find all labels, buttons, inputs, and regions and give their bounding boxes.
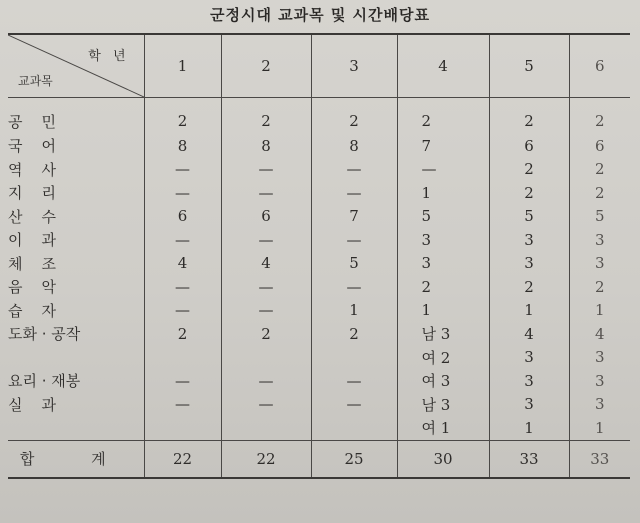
value-cell xyxy=(144,416,221,440)
value-cell xyxy=(221,346,311,370)
value-cell: 6 xyxy=(144,205,221,229)
subject-cell: 음 악 xyxy=(8,278,57,297)
value-cell: 5 xyxy=(397,205,489,229)
value-cell: 2 xyxy=(397,98,489,135)
value-cell: 여 2 xyxy=(397,346,489,370)
table-row xyxy=(8,134,630,158)
value-cell: — xyxy=(221,369,311,393)
value-cell: 4 xyxy=(569,322,630,346)
value-cell: — xyxy=(311,275,397,299)
value-cell: 8 xyxy=(144,134,221,158)
value-cell: 8 xyxy=(221,134,311,158)
total-cell: 33 xyxy=(489,440,569,478)
value-cell: 여 1 xyxy=(397,416,489,440)
timetable xyxy=(8,33,630,479)
subject-cell: 지 리 xyxy=(8,184,57,203)
subject-cell: 공 민 xyxy=(8,112,57,131)
value-cell: 3 xyxy=(569,252,630,276)
value-cell: — xyxy=(221,228,311,252)
grade-header: 5 xyxy=(489,34,569,98)
value-cell: 남 3 xyxy=(397,393,489,417)
value-cell: — xyxy=(311,158,397,182)
value-cell: 3 xyxy=(397,228,489,252)
value-cell: 1 xyxy=(489,299,569,323)
value-cell: 5 xyxy=(311,252,397,276)
value-cell: 2 xyxy=(489,275,569,299)
value-cell xyxy=(144,346,221,370)
table-row xyxy=(8,205,630,229)
value-cell: — xyxy=(144,369,221,393)
subject-cell: 산 수 xyxy=(8,207,57,226)
value-cell xyxy=(311,346,397,370)
subject-cell: 요리 · 재봉 xyxy=(8,372,81,391)
value-cell: — xyxy=(144,393,221,417)
table-row xyxy=(8,416,630,440)
value-cell: 2 xyxy=(221,98,311,135)
table-row xyxy=(8,299,630,323)
value-cell: — xyxy=(311,181,397,205)
value-cell: 1 xyxy=(397,181,489,205)
value-cell: — xyxy=(221,181,311,205)
value-cell: — xyxy=(144,275,221,299)
value-cell: 3 xyxy=(569,393,630,417)
table-row xyxy=(8,322,630,346)
value-cell: 1 xyxy=(569,416,630,440)
value-cell: 2 xyxy=(221,322,311,346)
value-cell: — xyxy=(144,228,221,252)
total-label: 합 계 xyxy=(8,440,144,478)
table-row xyxy=(8,275,630,299)
value-cell: 5 xyxy=(569,205,630,229)
total-row xyxy=(8,440,630,478)
value-cell: 1 xyxy=(311,299,397,323)
value-cell: 3 xyxy=(489,393,569,417)
value-cell: 6 xyxy=(569,134,630,158)
value-cell: 4 xyxy=(489,322,569,346)
value-cell xyxy=(311,416,397,440)
subject-cell: 이 과 xyxy=(8,231,57,250)
grade-header: 2 xyxy=(221,34,311,98)
value-cell: 8 xyxy=(311,134,397,158)
value-cell: — xyxy=(221,299,311,323)
value-cell: — xyxy=(221,158,311,182)
value-cell: 3 xyxy=(569,228,630,252)
table-row xyxy=(8,369,630,393)
value-cell: 6 xyxy=(221,205,311,229)
value-cell: 3 xyxy=(489,346,569,370)
value-cell: 3 xyxy=(569,369,630,393)
value-cell: 2 xyxy=(311,98,397,135)
table-row xyxy=(8,98,630,135)
value-cell: 2 xyxy=(569,181,630,205)
value-cell: 6 xyxy=(489,134,569,158)
table-row xyxy=(8,158,630,182)
value-cell: 2 xyxy=(489,181,569,205)
table-row xyxy=(8,228,630,252)
value-cell: — xyxy=(311,393,397,417)
value-cell: 2 xyxy=(569,275,630,299)
value-cell: — xyxy=(311,369,397,393)
subject-cell: 습 자 xyxy=(8,301,57,320)
value-cell: 2 xyxy=(489,158,569,182)
value-cell: — xyxy=(397,158,489,182)
grade-header: 4 xyxy=(397,34,489,98)
value-cell: 3 xyxy=(569,346,630,370)
value-cell: 3 xyxy=(489,252,569,276)
grade-header: 1 xyxy=(144,34,221,98)
grade-header: 3 xyxy=(311,34,397,98)
value-cell: 5 xyxy=(489,205,569,229)
grade-header-label: 학 년 xyxy=(88,49,130,64)
value-cell: 3 xyxy=(397,252,489,276)
value-cell: 2 xyxy=(489,98,569,135)
subject-cell: 체 조 xyxy=(8,254,57,273)
total-cell: 33 xyxy=(569,440,630,478)
value-cell: — xyxy=(311,228,397,252)
subject-header-label: 교과목 xyxy=(18,74,53,88)
value-cell: 여 3 xyxy=(397,369,489,393)
value-cell: 7 xyxy=(397,134,489,158)
subject-cell: 도화 · 공작 xyxy=(8,325,81,344)
value-cell: 2 xyxy=(144,322,221,346)
value-cell: 2 xyxy=(569,98,630,135)
header-row xyxy=(8,34,630,98)
value-cell: — xyxy=(144,299,221,323)
value-cell: 2 xyxy=(311,322,397,346)
value-cell: 1 xyxy=(397,299,489,323)
table-title: 군정시대 교과목 및 시간배당표 xyxy=(209,6,431,24)
value-cell: 4 xyxy=(144,252,221,276)
table-row xyxy=(8,346,630,370)
value-cell: — xyxy=(144,181,221,205)
subject-cell: 역 사 xyxy=(8,160,57,179)
value-cell: — xyxy=(221,393,311,417)
value-cell: — xyxy=(221,275,311,299)
value-cell: — xyxy=(144,158,221,182)
value-cell xyxy=(221,416,311,440)
subject-cell xyxy=(8,346,144,370)
value-cell: 2 xyxy=(569,158,630,182)
value-cell: 2 xyxy=(144,98,221,135)
subject-cell: 실 과 xyxy=(8,395,57,414)
total-cell: 30 xyxy=(397,440,489,478)
value-cell: 7 xyxy=(311,205,397,229)
total-cell: 22 xyxy=(144,440,221,478)
corner-cell xyxy=(8,34,144,98)
value-cell: 남 3 xyxy=(397,322,489,346)
value-cell: 1 xyxy=(489,416,569,440)
value-cell: 4 xyxy=(221,252,311,276)
value-cell: 1 xyxy=(569,299,630,323)
value-cell: 3 xyxy=(489,369,569,393)
table-row xyxy=(8,252,630,276)
total-cell: 22 xyxy=(221,440,311,478)
value-cell: 3 xyxy=(489,228,569,252)
table-row xyxy=(8,181,630,205)
subject-cell: 국 어 xyxy=(8,137,57,156)
table-row xyxy=(8,393,630,417)
subject-cell xyxy=(8,416,144,440)
total-cell: 25 xyxy=(311,440,397,478)
value-cell: 2 xyxy=(397,275,489,299)
grade-header: 6 xyxy=(569,34,630,98)
